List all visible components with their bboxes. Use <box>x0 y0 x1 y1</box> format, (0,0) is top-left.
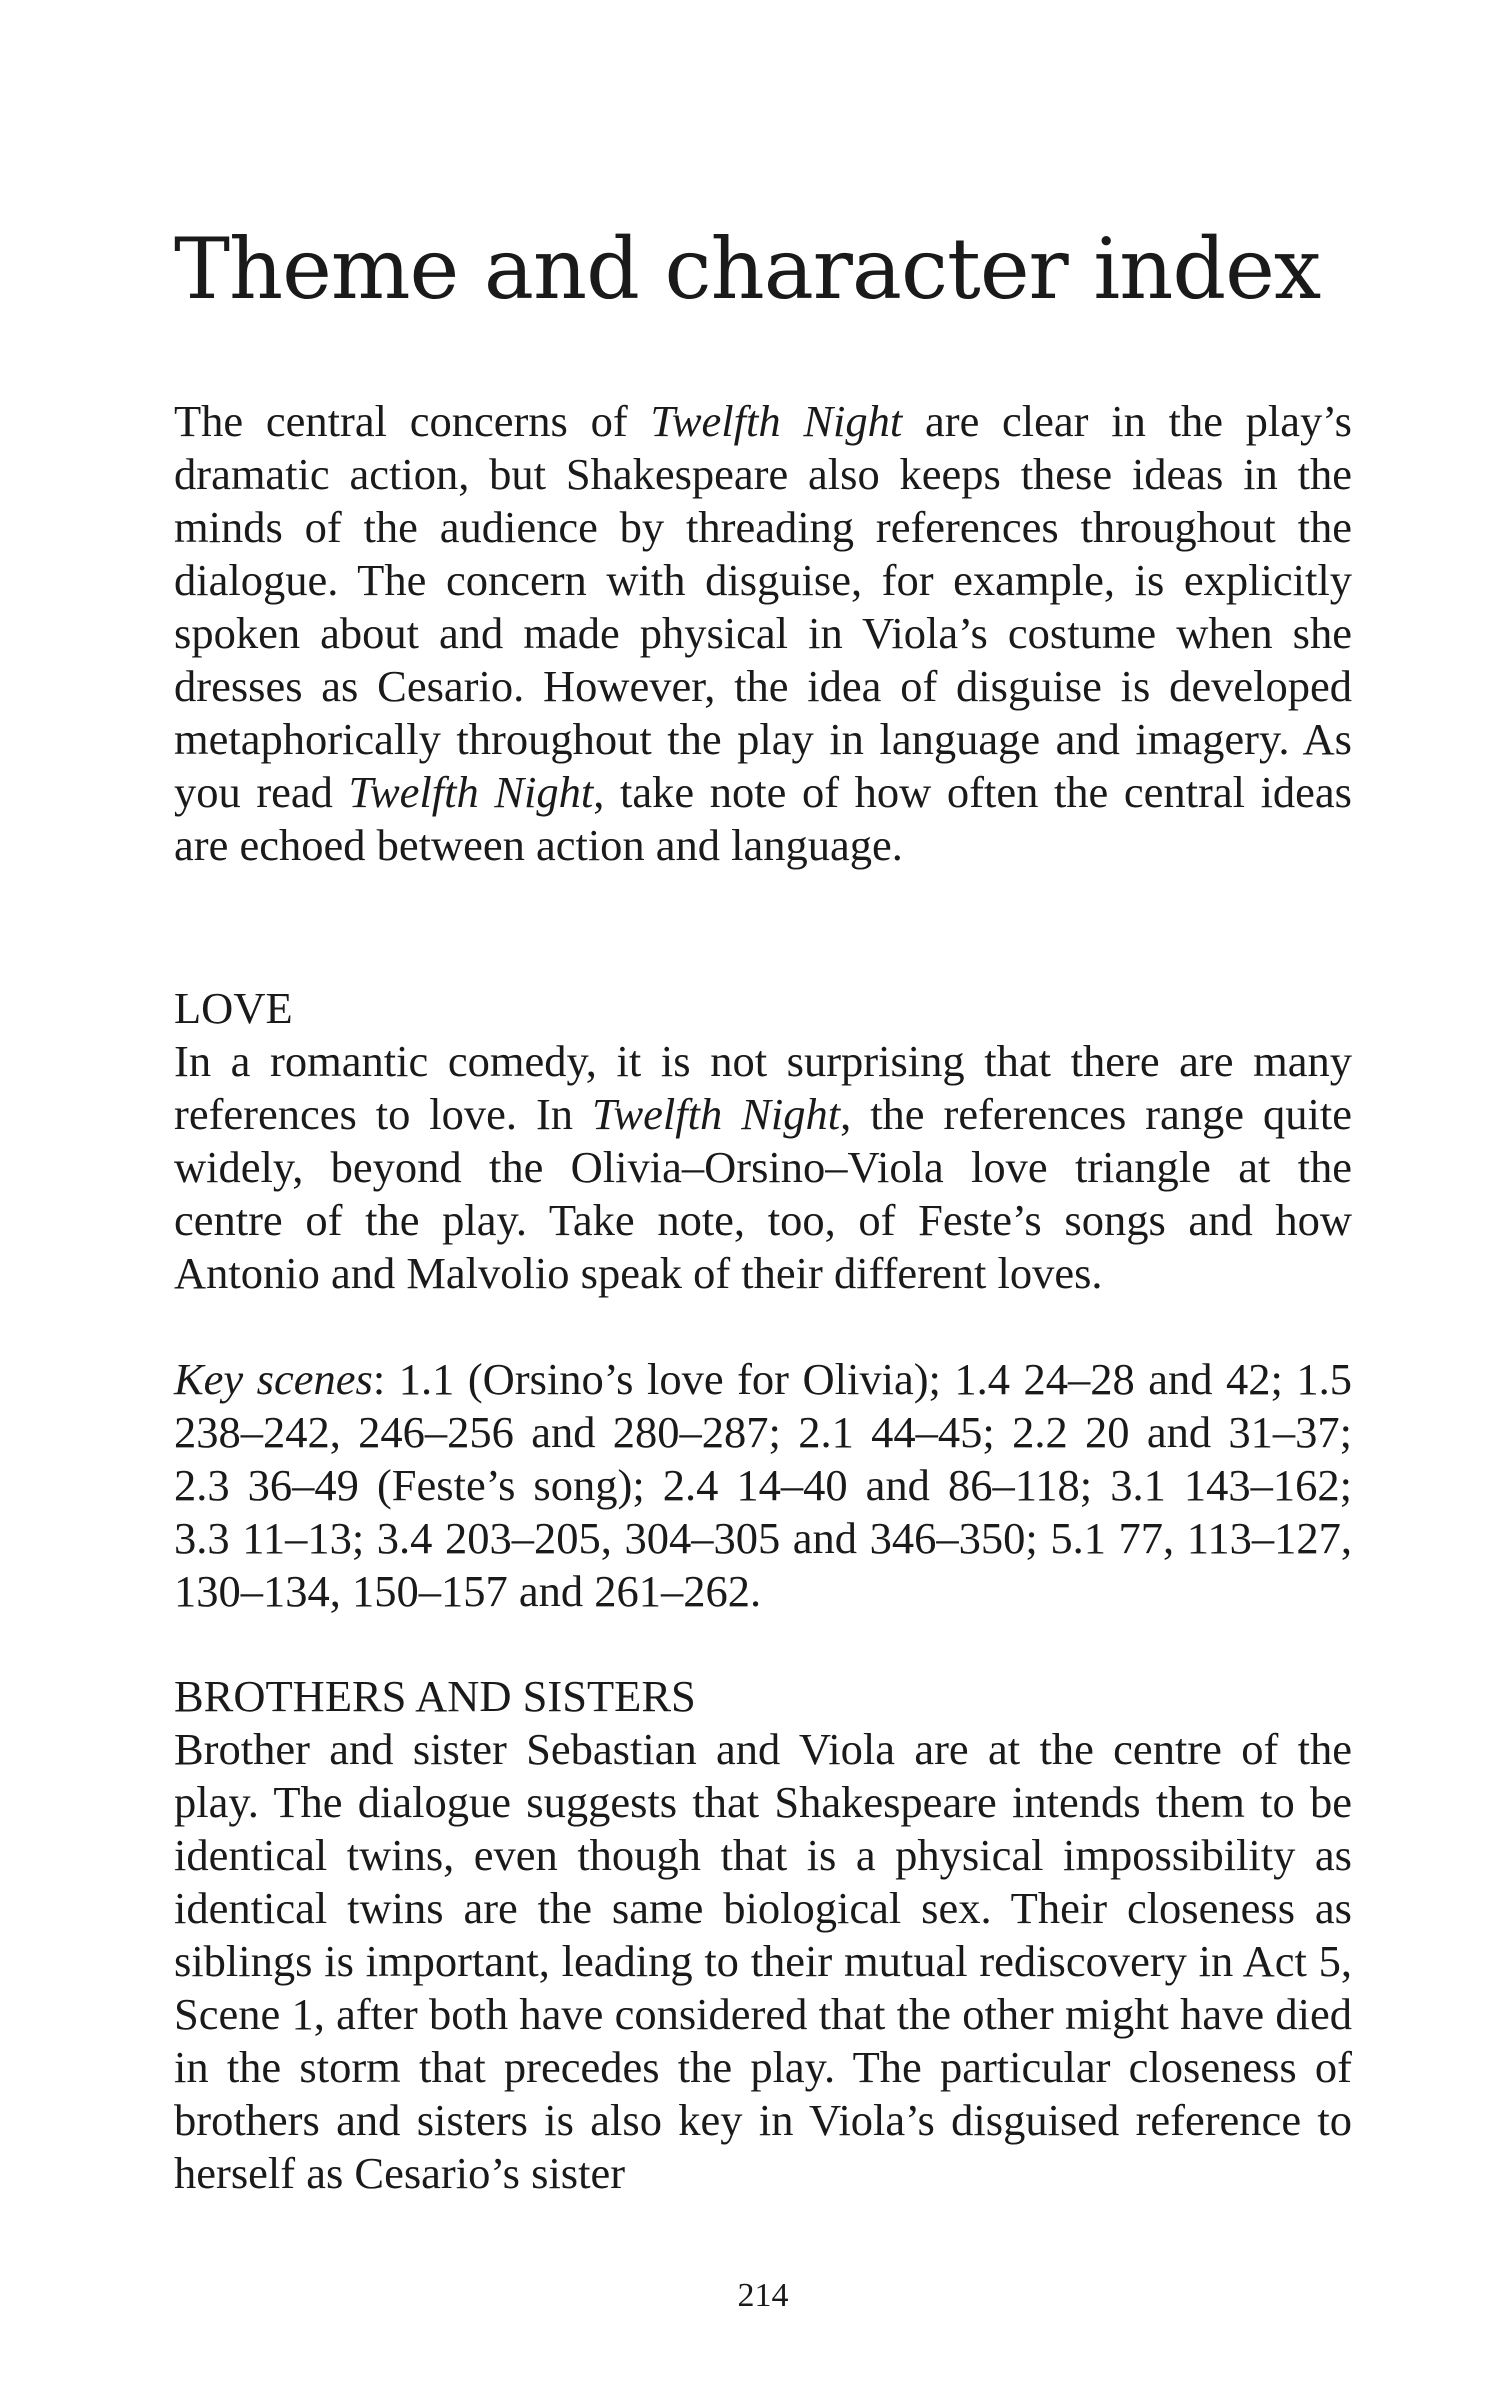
page-title: Theme and character index <box>174 220 1321 318</box>
love-text-2: , the references range quite widely, beyond the Olivia–Orsino–Viola love triangle at the centre of the play. Take note, too, of Feste’s songs and how Antonio and Malvolio speak of their different loves. <box>174 1089 1352 1298</box>
love-text-1: In a romantic comedy, it is not surprising that there are many references to love. In <box>174 1036 1352 1139</box>
intro-text-2: are clear in the play’s dramatic action, but Shakespeare also keeps these ideas in the minds of the audience by threading references throughout the dialogue. The concern with disguise, for example, is explicitly spoken about and made physical in Viola’s costume when she dresses as Cesario. However, the idea of disguise is developed metaphorically throughout the play in language and imagery. As you read <box>174 396 1352 817</box>
page-number: 214 <box>737 2277 789 2314</box>
document-page <box>174 0 1352 2404</box>
love-heading-block <box>174 982 1352 1035</box>
intro-play-title-1: Twelfth Night <box>650 396 903 446</box>
intro-section <box>174 395 1352 872</box>
brothers-sisters-paragraph: Brother and sister Sebastian and Viola are at the centre of the play. The dialogue suggests that Shakespeare intends them to be identical twins, even though that is a physical impossibility as identical twins are the same biological sex. Their closeness as siblings is important, leading to their mutual rediscovery in Act 5, Scene 1, after both have considered that the other might have died in the storm that precedes the play. The particular closeness of brothers and sisters is also key in Viola’s disguised reference to herself as Cesario’s sister <box>174 1724 1352 2198</box>
intro-play-title-2: Twelfth Night <box>348 767 594 817</box>
love-key-scenes-block <box>174 1353 1352 1618</box>
key-scenes-text: : 1.1 (Orsino’s love for Olivia); 1.4 24–28 and 42; 1.5 238–242, 246–256 and 280–287; 2.1 44–45; 2.2 20 and 31–37; 2.3 36–49 (Feste’s song); 2.4 14–40 and 86–118; 3.1 143–162; 3.3 11–13; 3.4 203–205, 304–305 and 346–350; 5.1 77, 113–127, 130–134, 150–157 and 261–262. <box>174 1354 1352 1616</box>
intro-text-1: The central concerns of <box>174 396 651 446</box>
section-heading-love: LOVE <box>174 983 293 1033</box>
love-play-title: Twelfth Night <box>592 1089 841 1139</box>
intro-paragraph <box>174 395 1352 872</box>
love-paragraph <box>174 1035 1352 1300</box>
section-heading-brothers-sisters: BROTHERS AND SISTERS <box>174 1671 696 1721</box>
love-key-scenes-paragraph <box>174 1353 1352 1618</box>
brothers-sisters-heading-block <box>174 1670 1352 1723</box>
brothers-sisters-text-block <box>174 1723 1352 2200</box>
love-text-block <box>174 1035 1352 1300</box>
intro-text-3: , take note of how often the central ideas are echoed between action and language. <box>174 767 1353 870</box>
key-scenes-label: Key scenes <box>174 1354 373 1404</box>
